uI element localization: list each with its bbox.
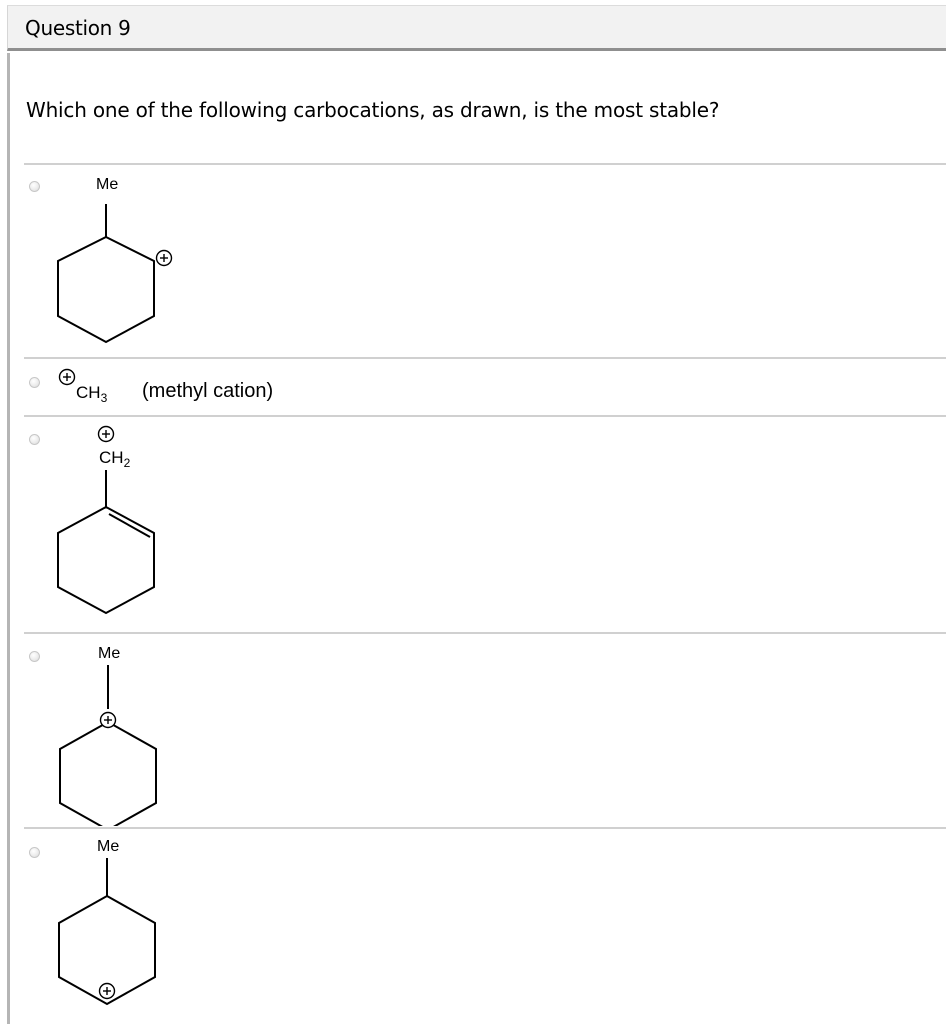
question-left-border xyxy=(7,53,10,1024)
option-c-radio[interactable] xyxy=(29,434,40,445)
option-divider xyxy=(24,827,946,829)
question-header xyxy=(7,5,946,51)
option-b-structure[interactable] xyxy=(55,362,135,412)
option-d-me-label: Me xyxy=(98,645,121,662)
option-d-charge-icon xyxy=(101,713,116,728)
option-divider xyxy=(24,632,946,634)
option-divider xyxy=(24,415,946,417)
option-a-charge-icon xyxy=(157,251,172,266)
option-divider xyxy=(24,357,946,359)
option-c-charge-icon xyxy=(99,427,114,442)
option-d-radio[interactable] xyxy=(29,651,40,662)
option-c-structure[interactable] xyxy=(40,420,220,630)
option-b-name: (methyl cation) xyxy=(142,380,274,402)
option-d-structure[interactable] xyxy=(40,636,220,826)
option-e-charge-icon xyxy=(100,984,115,999)
option-a-me-label: Me xyxy=(96,176,119,193)
option-e-radio[interactable] xyxy=(29,847,40,858)
option-b-formula: $CH_3$ xyxy=(76,383,108,405)
option-e-structure[interactable] xyxy=(40,830,220,1024)
question-title: Question 9 xyxy=(25,16,131,40)
option-c-formula: $CH_2$ xyxy=(99,448,131,470)
question-prompt: Which one of the following carbocations, as drawn, is the most stable? xyxy=(26,98,720,122)
option-b-radio[interactable] xyxy=(29,377,40,388)
option-b-charge-icon xyxy=(60,370,75,385)
option-a-radio[interactable] xyxy=(29,181,40,192)
option-e-me-label: Me xyxy=(97,838,120,855)
option-divider xyxy=(24,163,946,165)
option-a-structure[interactable] xyxy=(40,166,220,356)
